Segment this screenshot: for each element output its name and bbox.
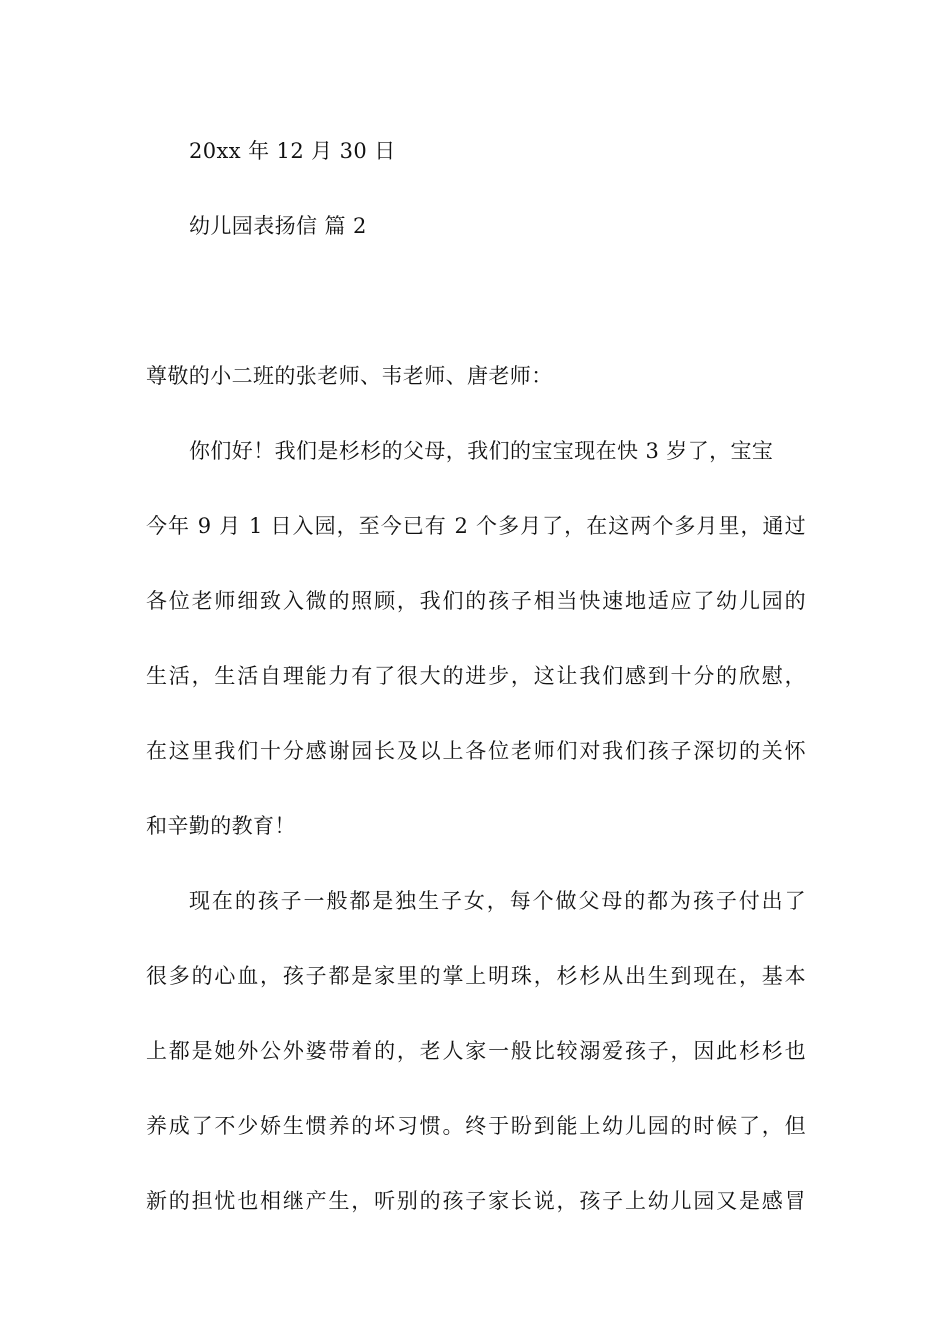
paragraph-line: 在这里我们十分感谢园长及以上各位老师们对我们孩子深切的关怀 [146,739,806,763]
section-title: 幼儿园表扬信 篇 2 [189,214,367,238]
paragraph-line: 生活，生活自理能力有了很大的进步，这让我们感到十分的欣慰， [146,664,806,688]
paragraph-line: 和辛勤的教育！ [146,814,296,838]
paragraph-line: 新的担忧也相继产生，听别的孩子家长说，孩子上幼儿园又是感冒 [146,1189,806,1213]
paragraph-line: 养成了不少娇生惯养的坏习惯。终于盼到能上幼儿园的时候了，但 [146,1114,806,1138]
paragraph-line: 现在的孩子一般都是独生子女，每个做父母的都为孩子付出了 [189,889,806,913]
paragraph-line: 你们好！我们是杉杉的父母，我们的宝宝现在快 3 岁了，宝宝 [189,439,774,463]
paragraph-line: 上都是她外公外婆带着的，老人家一般比较溺爱孩子，因此杉杉也 [146,1039,806,1063]
date-line: 20xx 年 12 月 30 日 [189,139,396,163]
salutation: 尊敬的小二班的张老师、韦老师、唐老师： [146,364,553,388]
paragraph-line: 很多的心血，孩子都是家里的掌上明珠，杉杉从出生到现在，基本 [146,964,806,988]
paragraph-line: 各位老师细致入微的照顾，我们的孩子相当快速地适应了幼儿园的 [146,589,806,613]
paragraph-line: 今年 9 月 1 日入园，至今已有 2 个多月了，在这两个多月里，通过 [146,514,806,538]
